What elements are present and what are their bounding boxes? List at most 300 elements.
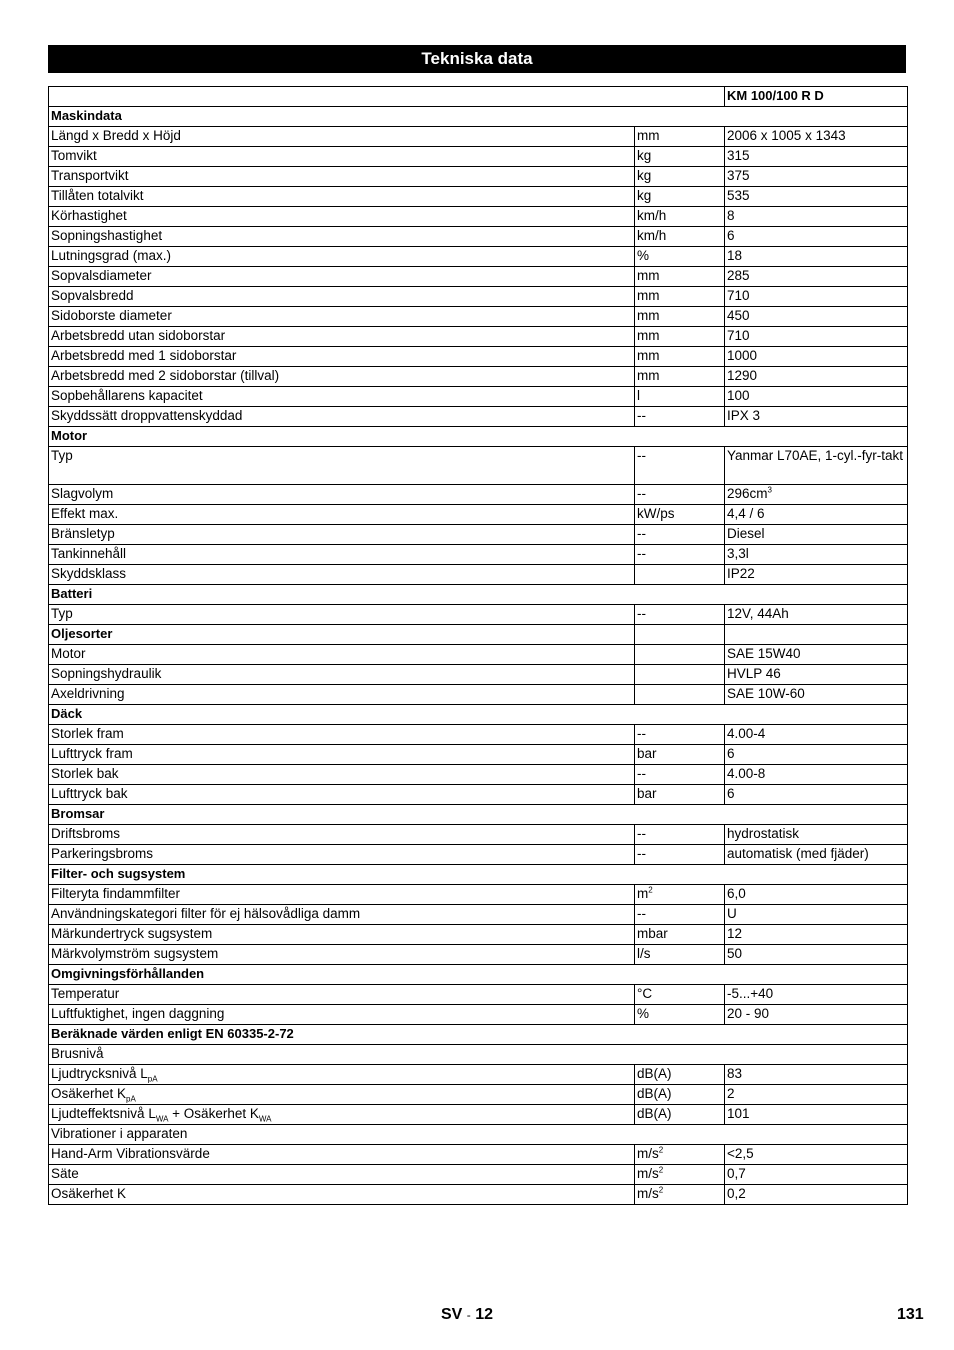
spec-label bbox=[49, 565, 635, 585]
spec-unit bbox=[635, 1065, 725, 1085]
section-title: Oljesorter bbox=[49, 625, 635, 645]
spec-value bbox=[725, 1085, 908, 1105]
spec-value-text: 0,2 bbox=[727, 1186, 746, 1201]
spec-label bbox=[49, 267, 635, 287]
table-row bbox=[49, 147, 908, 167]
spec-unit bbox=[635, 685, 725, 705]
table-row bbox=[49, 905, 908, 925]
spec-unit bbox=[635, 565, 725, 585]
section-title: Maskindata bbox=[49, 107, 908, 127]
spec-unit-superscript: 2 bbox=[658, 1145, 664, 1155]
spec-unit bbox=[635, 367, 725, 387]
spec-value-text: 12V, 44Ah bbox=[727, 606, 789, 621]
spec-value-text: HVLP 46 bbox=[727, 666, 781, 681]
spec-value-text: 296cm bbox=[727, 486, 768, 501]
spec-value bbox=[725, 1105, 908, 1125]
section-header-row bbox=[49, 625, 908, 645]
spec-label-text: Skyddssätt droppvattenskyddad bbox=[51, 408, 243, 423]
table-row bbox=[49, 447, 908, 485]
spec-unit bbox=[635, 1085, 725, 1105]
spec-value-text: Yanmar L70AE, 1-cyl.-fyr-takt bbox=[727, 448, 904, 463]
spec-unit-text: m/s bbox=[637, 1166, 659, 1181]
spec-label bbox=[49, 785, 635, 805]
spec-unit-text: m/s bbox=[637, 1186, 659, 1201]
spec-unit-text: kg bbox=[637, 188, 652, 203]
table-row bbox=[49, 187, 908, 207]
spec-value-text: IP22 bbox=[727, 566, 755, 581]
spec-label-text: Typ bbox=[51, 606, 73, 621]
spec-value-text: -5...+40 bbox=[727, 986, 774, 1001]
spec-unit-text: mm bbox=[637, 328, 660, 343]
spec-value-text: 710 bbox=[727, 328, 750, 343]
spec-unit-text: % bbox=[637, 1006, 650, 1021]
spec-unit bbox=[635, 307, 725, 327]
spec-label-text: Luftfuktighet, ingen daggning bbox=[51, 1006, 225, 1021]
spec-unit bbox=[635, 885, 725, 905]
spec-label-text: Filteryta findammfilter bbox=[51, 886, 181, 901]
subsection-row bbox=[49, 1125, 908, 1145]
spec-value-text: SAE 10W-60 bbox=[727, 686, 805, 701]
spec-unit-text: mm bbox=[637, 288, 660, 303]
spec-label bbox=[49, 685, 635, 705]
spec-label bbox=[49, 287, 635, 307]
spec-label bbox=[49, 407, 635, 427]
section-title: Filter- och sugsystem bbox=[49, 865, 908, 885]
section-title: Däck bbox=[49, 705, 908, 725]
footer-dash: - bbox=[466, 1308, 471, 1322]
spec-value-text: 101 bbox=[727, 1106, 750, 1121]
subsection-title: Brusnivå bbox=[49, 1045, 908, 1065]
section-header-row bbox=[49, 865, 908, 885]
table-row bbox=[49, 1145, 908, 1165]
spec-label-subscript: WA bbox=[155, 1114, 169, 1124]
spec-label-text: Sopbehållarens kapacitet bbox=[51, 388, 203, 403]
spec-unit bbox=[635, 407, 725, 427]
spec-value bbox=[725, 825, 908, 845]
spec-label-text: Användningskategori filter för ej hälsovådliga damm bbox=[51, 906, 361, 921]
spec-value-superscript: 3 bbox=[767, 485, 772, 495]
page-number: 131 bbox=[897, 1306, 924, 1323]
spec-label-text: Ljudtrycksnivå L bbox=[51, 1066, 148, 1081]
spec-label bbox=[49, 825, 635, 845]
table-row bbox=[49, 407, 908, 427]
spec-value bbox=[725, 605, 908, 625]
spec-unit-text: -- bbox=[637, 546, 646, 561]
subsection-title: Vibrationer i apparaten bbox=[49, 1125, 908, 1145]
spec-unit-superscript: 2 bbox=[648, 885, 653, 895]
spec-label bbox=[49, 725, 635, 745]
spec-value bbox=[725, 1185, 908, 1205]
spec-value bbox=[725, 885, 908, 905]
spec-label-text: Lufttryck fram bbox=[51, 746, 133, 761]
spec-unit-text: km/h bbox=[637, 208, 667, 223]
spec-unit-text: mm bbox=[637, 268, 660, 283]
spec-label-text: Effekt max. bbox=[51, 506, 119, 521]
spec-label bbox=[49, 1165, 635, 1185]
spec-value bbox=[725, 925, 908, 945]
spec-value bbox=[725, 387, 908, 407]
spec-label bbox=[49, 327, 635, 347]
spec-label bbox=[49, 447, 635, 485]
table-row bbox=[49, 247, 908, 267]
spec-label-text: Tankinnehåll bbox=[51, 546, 127, 561]
section-header-row bbox=[49, 805, 908, 825]
spec-label bbox=[49, 307, 635, 327]
table-row bbox=[49, 925, 908, 945]
spec-value-text: 450 bbox=[727, 308, 750, 323]
spec-unit-text: m/s bbox=[637, 1146, 659, 1161]
spec-label bbox=[49, 1065, 635, 1085]
spec-value bbox=[725, 147, 908, 167]
spec-unit bbox=[635, 387, 725, 407]
table-row bbox=[49, 1085, 908, 1105]
spec-unit-text: mm bbox=[637, 128, 660, 143]
table-row bbox=[49, 605, 908, 625]
spec-label-text: Axeldrivning bbox=[51, 686, 125, 701]
spec-value-text: 50 bbox=[727, 946, 743, 961]
table-row bbox=[49, 307, 908, 327]
spec-label bbox=[49, 167, 635, 187]
spec-unit-text: -- bbox=[637, 486, 646, 501]
spec-value-text: 375 bbox=[727, 168, 750, 183]
section-header-row bbox=[49, 705, 908, 725]
spec-unit bbox=[635, 447, 725, 485]
spec-label-text-2: + Osäkerhet K bbox=[168, 1106, 259, 1121]
spec-value-text: 20 - 90 bbox=[727, 1006, 770, 1021]
spec-value-text: 2 bbox=[727, 1086, 735, 1101]
spec-value bbox=[725, 327, 908, 347]
spec-value bbox=[725, 905, 908, 925]
spec-label bbox=[49, 187, 635, 207]
spec-label-text: Körhastighet bbox=[51, 208, 127, 223]
spec-unit bbox=[635, 1165, 725, 1185]
spec-unit-text: mbar bbox=[637, 926, 668, 941]
spec-label bbox=[49, 885, 635, 905]
spec-label bbox=[49, 247, 635, 267]
subsection-row bbox=[49, 1045, 908, 1065]
spec-unit-text: mm bbox=[637, 348, 660, 363]
spec-table-body bbox=[49, 87, 908, 1205]
spec-label-text: Sopvalsdiameter bbox=[51, 268, 152, 283]
spec-value bbox=[725, 985, 908, 1005]
spec-value bbox=[725, 1165, 908, 1185]
table-row bbox=[49, 665, 908, 685]
table-row bbox=[49, 1185, 908, 1205]
spec-unit bbox=[635, 845, 725, 865]
spec-value bbox=[725, 287, 908, 307]
spec-unit bbox=[635, 605, 725, 625]
table-row bbox=[49, 525, 908, 545]
spec-unit-text: l bbox=[637, 388, 640, 403]
spec-value bbox=[725, 227, 908, 247]
spec-value bbox=[725, 505, 908, 525]
spec-label bbox=[49, 387, 635, 407]
spec-label-text: Osäkerhet K bbox=[51, 1086, 127, 1101]
table-row bbox=[49, 1105, 908, 1125]
spec-value-text: 2006 x 1005 x 1343 bbox=[727, 128, 846, 143]
spec-label-subscript: pA bbox=[147, 1074, 158, 1084]
spec-label bbox=[49, 905, 635, 925]
spec-unit-text: bar bbox=[637, 746, 657, 761]
spec-value-text: IPX 3 bbox=[727, 408, 761, 423]
table-row bbox=[49, 545, 908, 565]
spec-value-text: 6 bbox=[727, 228, 735, 243]
spec-value bbox=[725, 1005, 908, 1025]
spec-label bbox=[49, 545, 635, 565]
table-row bbox=[49, 1005, 908, 1025]
spec-label-text: Hand-Arm Vibrationsvärde bbox=[51, 1146, 210, 1161]
table-row bbox=[49, 685, 908, 705]
table-row bbox=[49, 267, 908, 287]
spec-value bbox=[725, 645, 908, 665]
spec-unit-text: -- bbox=[637, 906, 646, 921]
header-blank-cell bbox=[49, 87, 725, 107]
spec-unit-text: -- bbox=[637, 826, 646, 841]
section-header-row bbox=[49, 965, 908, 985]
spec-unit bbox=[635, 745, 725, 765]
spec-unit bbox=[635, 505, 725, 525]
spec-label bbox=[49, 1085, 635, 1105]
section-header-row bbox=[49, 427, 908, 447]
spec-label bbox=[49, 1005, 635, 1025]
spec-label bbox=[49, 505, 635, 525]
spec-value bbox=[725, 347, 908, 367]
spec-label bbox=[49, 945, 635, 965]
spec-label bbox=[49, 525, 635, 545]
spec-value-text: U bbox=[727, 906, 737, 921]
spec-unit-text: mm bbox=[637, 368, 660, 383]
spec-unit bbox=[635, 945, 725, 965]
spec-value-text: 6,0 bbox=[727, 886, 746, 901]
spec-value-text: automatisk (med fjäder) bbox=[727, 846, 869, 861]
spec-value-text: 3,3l bbox=[727, 546, 749, 561]
spec-value-text: 285 bbox=[727, 268, 750, 283]
spec-value bbox=[725, 1065, 908, 1085]
spec-value bbox=[725, 367, 908, 387]
spec-value-text: 710 bbox=[727, 288, 750, 303]
footer-local-page: 12 bbox=[475, 1306, 494, 1323]
spec-value bbox=[725, 187, 908, 207]
spec-unit bbox=[635, 167, 725, 187]
spec-unit-text: dB(A) bbox=[637, 1086, 672, 1101]
spec-label-text: Arbetsbredd utan sidoborstar bbox=[51, 328, 226, 343]
spec-unit bbox=[635, 665, 725, 685]
section-title: Beräknade värden enligt EN 60335-2-72 bbox=[49, 1025, 908, 1045]
spec-value bbox=[725, 247, 908, 267]
spec-label-subscript: pA bbox=[126, 1094, 136, 1104]
spec-label bbox=[49, 765, 635, 785]
spec-value bbox=[725, 685, 908, 705]
spec-label-text: Märkvolymström sugsystem bbox=[51, 946, 219, 961]
spec-label-text: Sopningshydraulik bbox=[51, 666, 162, 681]
table-row bbox=[49, 1165, 908, 1185]
spec-value bbox=[725, 765, 908, 785]
spec-label-text: Motor bbox=[51, 646, 86, 661]
spec-unit-superscript: 2 bbox=[658, 1165, 664, 1175]
spec-value bbox=[725, 447, 908, 485]
spec-value bbox=[725, 1145, 908, 1165]
table-row bbox=[49, 945, 908, 965]
table-row bbox=[49, 207, 908, 227]
table-row bbox=[49, 485, 908, 505]
spec-value bbox=[725, 945, 908, 965]
spec-value-text: 0,7 bbox=[727, 1166, 746, 1181]
spec-value bbox=[725, 167, 908, 187]
spec-unit-text: kW/ps bbox=[637, 506, 675, 521]
spec-value-text: 1290 bbox=[727, 368, 758, 383]
spec-value-text: 1000 bbox=[727, 348, 758, 363]
model-header: KM 100/100 R D bbox=[725, 87, 908, 107]
spec-value bbox=[725, 207, 908, 227]
spec-unit bbox=[635, 127, 725, 147]
spec-unit bbox=[635, 147, 725, 167]
spec-label bbox=[49, 1145, 635, 1165]
spec-label bbox=[49, 147, 635, 167]
spec-unit bbox=[635, 725, 725, 745]
spec-value-text: Diesel bbox=[727, 526, 765, 541]
spec-value bbox=[725, 307, 908, 327]
spec-label-text: Driftsbroms bbox=[51, 826, 121, 841]
spec-table bbox=[48, 86, 908, 1205]
spec-unit-text: -- bbox=[637, 726, 646, 741]
spec-unit-text: dB(A) bbox=[637, 1066, 672, 1081]
spec-label-text: Sopvalsbredd bbox=[51, 288, 134, 303]
spec-label-text: Transportvikt bbox=[51, 168, 129, 183]
table-row bbox=[49, 1065, 908, 1085]
spec-unit-text: l/s bbox=[637, 946, 651, 961]
spec-value bbox=[725, 785, 908, 805]
table-header-row bbox=[49, 87, 908, 107]
spec-label bbox=[49, 665, 635, 685]
spec-label-text: Längd x Bredd x Höjd bbox=[51, 128, 181, 143]
table-row bbox=[49, 367, 908, 387]
table-row bbox=[49, 785, 908, 805]
spec-value-text: 315 bbox=[727, 148, 750, 163]
spec-label-text: Sopningshastighet bbox=[51, 228, 163, 243]
section-title: Batteri bbox=[49, 585, 908, 605]
spec-value-text: 12 bbox=[727, 926, 743, 941]
section-header-row bbox=[49, 585, 908, 605]
table-row bbox=[49, 745, 908, 765]
spec-unit-text: -- bbox=[637, 408, 646, 423]
spec-value bbox=[725, 665, 908, 685]
spec-label-text: Typ bbox=[51, 448, 73, 463]
spec-unit bbox=[635, 347, 725, 367]
table-row bbox=[49, 565, 908, 585]
spec-value-text: hydrostatisk bbox=[727, 826, 800, 841]
spec-unit bbox=[635, 825, 725, 845]
spec-value bbox=[725, 127, 908, 147]
spec-label-text: Ljudteffektsnivå L bbox=[51, 1106, 156, 1121]
table-row bbox=[49, 167, 908, 187]
spec-value-text: 4.00-8 bbox=[727, 766, 766, 781]
spec-label bbox=[49, 1105, 635, 1125]
spec-label bbox=[49, 605, 635, 625]
spec-label-text: Tomvikt bbox=[51, 148, 97, 163]
spec-value-text: 4,4 / 6 bbox=[727, 506, 765, 521]
spec-unit bbox=[635, 1185, 725, 1205]
spec-unit bbox=[635, 267, 725, 287]
table-row bbox=[49, 845, 908, 865]
spec-unit bbox=[635, 327, 725, 347]
spec-label-text: Arbetsbredd med 1 sidoborstar bbox=[51, 348, 237, 363]
spec-label-text: Slagvolym bbox=[51, 486, 114, 501]
spec-value-text: 535 bbox=[727, 188, 750, 203]
table-row bbox=[49, 227, 908, 247]
spec-unit-text: bar bbox=[637, 786, 657, 801]
spec-value bbox=[725, 845, 908, 865]
spec-value bbox=[725, 745, 908, 765]
spec-value-text: 6 bbox=[727, 786, 735, 801]
spec-label-text: Temperatur bbox=[51, 986, 120, 1001]
spec-label-subscript-2: WA bbox=[258, 1114, 272, 1124]
spec-value-text: 8 bbox=[727, 208, 735, 223]
spec-label bbox=[49, 845, 635, 865]
spec-label bbox=[49, 645, 635, 665]
table-row bbox=[49, 505, 908, 525]
spec-unit bbox=[635, 247, 725, 267]
spec-label-text: Märkundertryck sugsystem bbox=[51, 926, 213, 941]
empty-unit-cell bbox=[635, 625, 725, 645]
spec-label-text: Sidoborste diameter bbox=[51, 308, 172, 323]
table-row bbox=[49, 725, 908, 745]
spec-unit bbox=[635, 525, 725, 545]
table-row bbox=[49, 985, 908, 1005]
section-title: Motor bbox=[49, 427, 908, 447]
spec-label bbox=[49, 367, 635, 387]
spec-unit-text: -- bbox=[637, 766, 646, 781]
spec-unit bbox=[635, 287, 725, 307]
spec-unit bbox=[635, 925, 725, 945]
footer-page-ref bbox=[441, 1306, 493, 1324]
spec-label-text: Säte bbox=[51, 1166, 79, 1181]
spec-unit-text: -- bbox=[637, 526, 646, 541]
spec-label bbox=[49, 1185, 635, 1205]
spec-label-text: Bränsletyp bbox=[51, 526, 115, 541]
spec-unit-text: kg bbox=[637, 148, 652, 163]
spec-label bbox=[49, 127, 635, 147]
spec-value-text: 83 bbox=[727, 1066, 743, 1081]
spec-label-text: Skyddsklass bbox=[51, 566, 127, 581]
table-row bbox=[49, 287, 908, 307]
spec-value bbox=[725, 267, 908, 287]
spec-value-text: 18 bbox=[727, 248, 743, 263]
section-header-row bbox=[49, 107, 908, 127]
spec-label bbox=[49, 227, 635, 247]
spec-label bbox=[49, 925, 635, 945]
spec-unit bbox=[635, 765, 725, 785]
spec-value bbox=[725, 525, 908, 545]
footer-lang: SV bbox=[441, 1306, 463, 1323]
spec-unit bbox=[635, 485, 725, 505]
spec-label-text: Arbetsbredd med 2 sidoborstar (tillval) bbox=[51, 368, 280, 383]
spec-label bbox=[49, 207, 635, 227]
spec-unit bbox=[635, 227, 725, 247]
spec-value-text: 6 bbox=[727, 746, 735, 761]
spec-unit-text: mm bbox=[637, 308, 660, 323]
spec-unit bbox=[635, 1105, 725, 1125]
spec-label bbox=[49, 985, 635, 1005]
spec-label-text: Storlek fram bbox=[51, 726, 124, 741]
spec-unit bbox=[635, 1145, 725, 1165]
spec-unit-text: % bbox=[637, 248, 650, 263]
spec-unit-text: kg bbox=[637, 168, 652, 183]
spec-label-text: Lutningsgrad (max.) bbox=[51, 248, 172, 263]
spec-unit bbox=[635, 905, 725, 925]
spec-unit bbox=[635, 645, 725, 665]
spec-unit bbox=[635, 985, 725, 1005]
section-header-row bbox=[49, 1025, 908, 1045]
